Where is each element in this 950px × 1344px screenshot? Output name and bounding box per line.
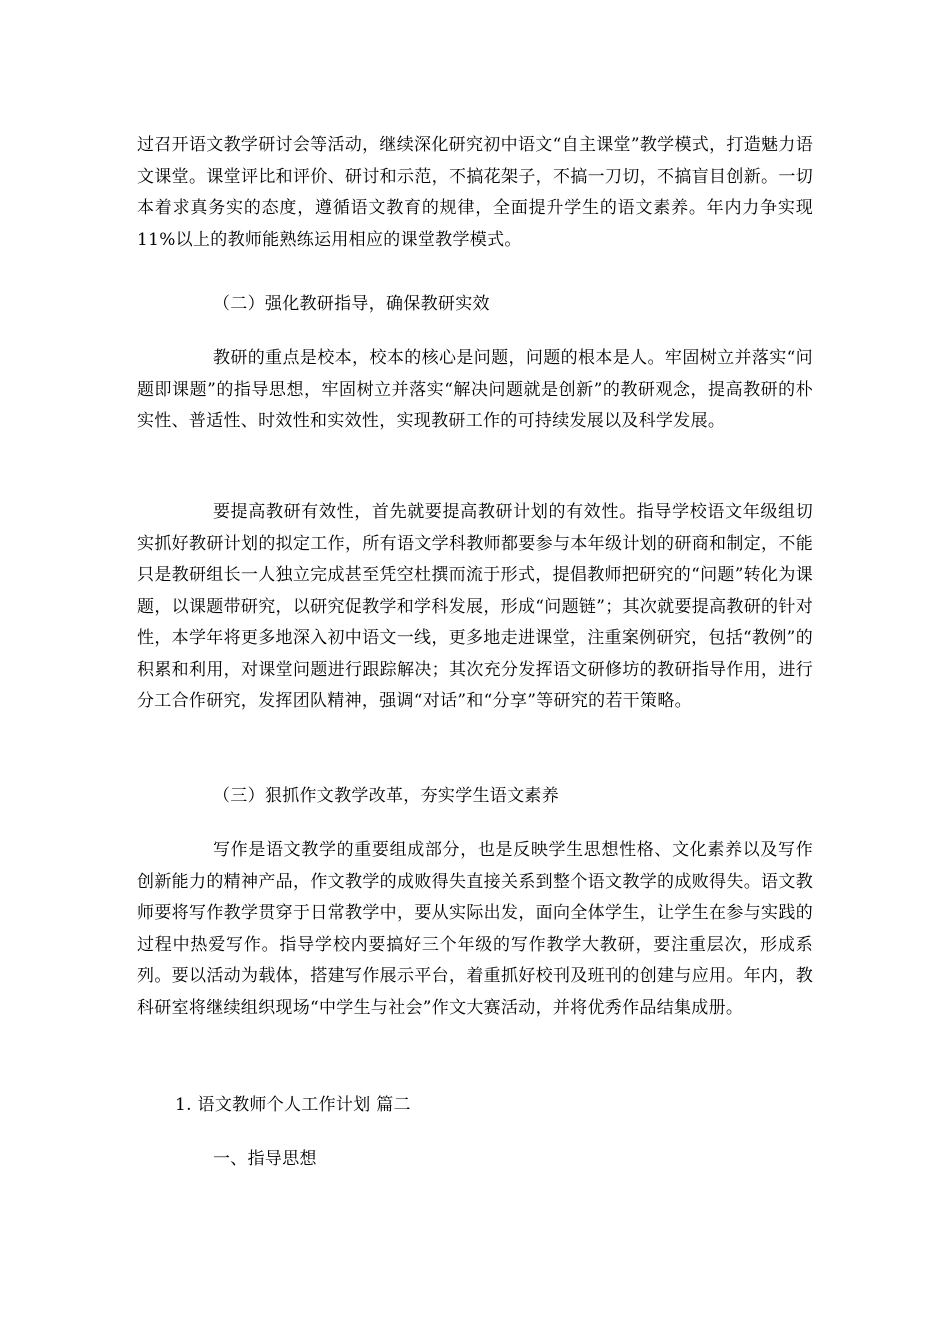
- section-heading-guiding-ideology: 一、指导思想: [213, 1149, 317, 1169]
- paragraph-classroom-model: 过召开语文教学研讨会等活动，继续深化研究初中语文“自主课堂”教学模式，打造魅力语文课堂。课堂评比和评价、研讨和示范，不搞花架子，不搞一刀切，不搞盲目创新。一切本着求真务实的态度，遵循语文教育的规律，全面提升学生的语文素养。年内力争实现 11%以上的教师能熟练运用相应的课堂教学模式。: [137, 135, 813, 250]
- paragraph-writing-teaching: 写作是语文教学的重要组成部分，也是反映学生思想性格、文化素养以及写作创新能力的精神产品，作文教学的成败得失直接关系到整个语文教学的成败得失。语文教师要将写作教学贯穿于日常教学中，要从实际出发，面向全体学生，让学生在参与实践的过程中热爱写作。指导学校内要搞好三个年级的写作教学大教研，要注重层次，形成系列。要以活动为载体，搭建写作展示平台，着重抓好校刊及班刊的创建与应用。年内，教科研室将继续组织现场“中学生与社会”作文大赛活动，并将优秀作品结集成册。: [137, 840, 813, 1018]
- paragraph-research-focus: 教研的重点是校本，校本的核心是问题，问题的根本是人。牢固树立并落实“问题即课题”的指导思想，牢固树立并落实“解决问题就是创新”的教研观念，提高教研的朴实性、普适性、时效性和实效性，实现教研工作的可持续发展以及科学发展。: [137, 348, 813, 431]
- section-heading-writing-reform: （三）狠抓作文教学改革，夯实学生语文素养: [213, 786, 559, 806]
- plan-title-part-two: 1. 语文教师个人工作计划 篇二: [175, 1095, 411, 1115]
- paragraph-research-effectiveness: 要提高教研有效性，首先就要提高教研计划的有效性。指导学校语文年级组切实抓好教研计划的拟定工作，所有语文学科教师都要参与本年级计划的研商和制定，不能只是教研组长一人独立完成甚至凭空杜撰而流于形式，提倡教师把研究的“问题”转化为课题，以课题带研究，以研究促教学和学科发展，形成“问题链”；其次就要提高教研的针对性，本学年将更多地深入初中语文一线，更多地走进课堂，注重案例研究，包括“教例”的积累和利用，对课堂问题进行跟踪解决；其次充分发挥语文研修坊的教研指导作用，进行分工合作研究，发挥团队精神，强调“对话”和“分享”等研究的若干策略。: [137, 502, 813, 711]
- section-heading-teaching-research: （二）强化教研指导，确保教研实效: [213, 294, 490, 314]
